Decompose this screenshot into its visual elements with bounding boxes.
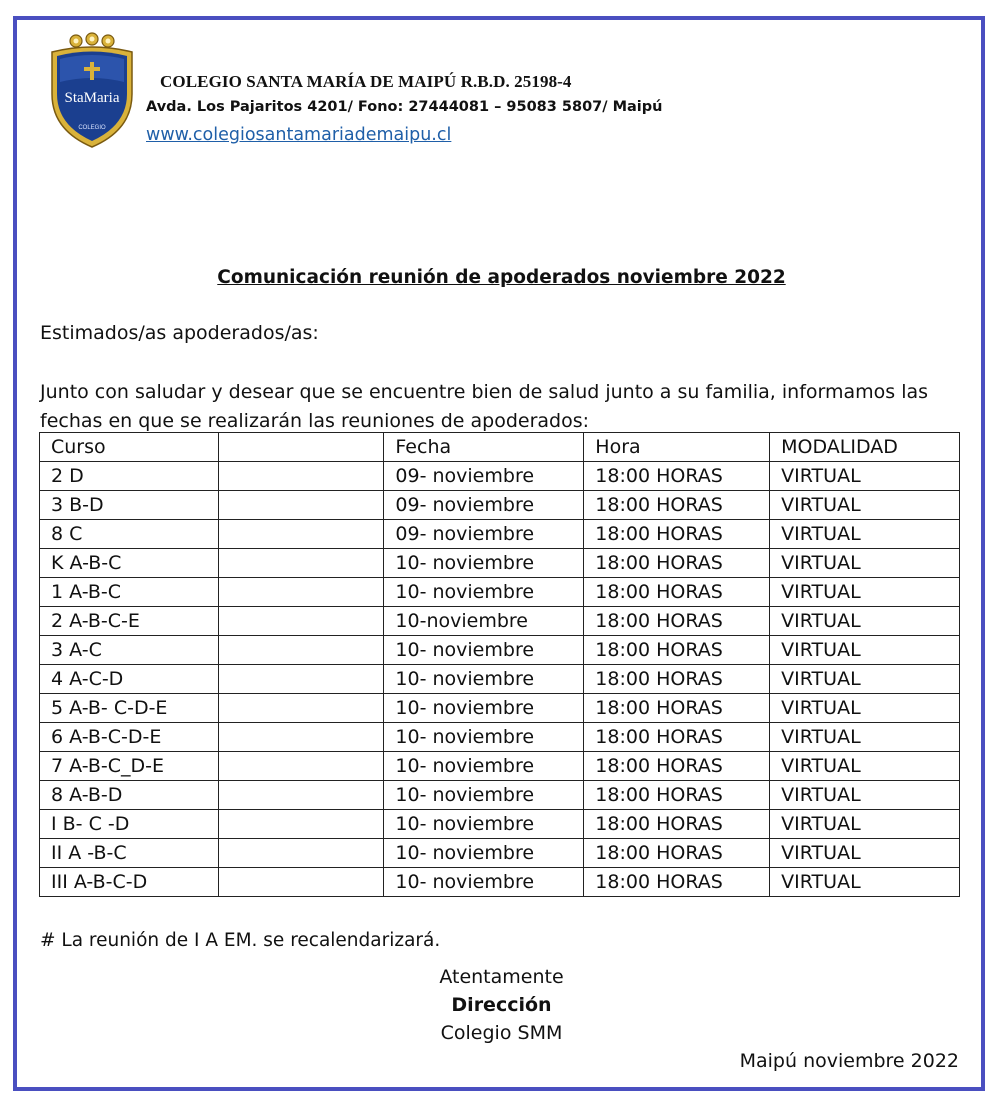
- modalidad-cell: VIRTUAL: [770, 839, 960, 868]
- table-row: [40, 752, 960, 781]
- rescheduling-note: # La reunión de I A EM. se recalendarizará.: [40, 930, 441, 951]
- table-row: [40, 462, 960, 491]
- blank-cell: [218, 694, 384, 723]
- modalidad-cell: VIRTUAL: [770, 462, 960, 491]
- modalidad-cell: VIRTUAL: [770, 491, 960, 520]
- blank-cell: [218, 520, 384, 549]
- fecha-cell: 10- noviembre: [384, 636, 584, 665]
- hora-cell: 18:00 HORAS: [584, 810, 770, 839]
- curso-cell: 6 A-B-C-D-E: [40, 723, 219, 752]
- curso-cell: III A-B-C-D: [40, 868, 219, 897]
- table-row: [40, 781, 960, 810]
- curso-cell: K A-B-C: [40, 549, 219, 578]
- fecha-cell: 09- noviembre: [384, 462, 584, 491]
- greeting: Estimados/as apoderados/as:: [40, 322, 319, 344]
- dateline: Maipú noviembre 2022: [739, 1050, 959, 1072]
- blank-cell: [218, 549, 384, 578]
- hora-cell: 18:00 HORAS: [584, 839, 770, 868]
- table-row: [40, 665, 960, 694]
- hora-cell: 18:00 HORAS: [584, 636, 770, 665]
- hora-cell: 18:00 HORAS: [584, 462, 770, 491]
- table-row: [40, 578, 960, 607]
- fecha-cell: 10- noviembre: [384, 665, 584, 694]
- curso-cell: 8 C: [40, 520, 219, 549]
- curso-cell: 1 A-B-C: [40, 578, 219, 607]
- blank-cell: [218, 723, 384, 752]
- intro-paragraph: Junto con saludar y desear que se encuentre bien de salud junto a su familia, informamos las fechas en que se realizarán las reuniones de apoderados:: [40, 381, 929, 432]
- curso-cell: 2 D: [40, 462, 219, 491]
- table-header-blank-cell: [218, 433, 384, 462]
- modalidad-cell: VIRTUAL: [770, 578, 960, 607]
- fecha-cell: 10-noviembre: [384, 607, 584, 636]
- curso-cell: 3 A-C: [40, 636, 219, 665]
- crest-subtext: COLEGIO: [78, 125, 106, 131]
- hora-cell: 18:00 HORAS: [584, 781, 770, 810]
- modalidad-cell: VIRTUAL: [770, 810, 960, 839]
- table-row: [40, 636, 960, 665]
- fecha-cell: 10- noviembre: [384, 694, 584, 723]
- modalidad-cell: VIRTUAL: [770, 723, 960, 752]
- curso-cell: 2 A-B-C-E: [40, 607, 219, 636]
- curso-cell: II A -B-C: [40, 839, 219, 868]
- table-row: [40, 549, 960, 578]
- fecha-cell: 10- noviembre: [384, 781, 584, 810]
- fecha-cell: 10- noviembre: [384, 839, 584, 868]
- fecha-cell: 10- noviembre: [384, 578, 584, 607]
- hora-cell: 18:00 HORAS: [584, 549, 770, 578]
- table-row: [40, 520, 960, 549]
- fecha-cell: 09- noviembre: [384, 520, 584, 549]
- curso-cell: 3 B-D: [40, 491, 219, 520]
- modalidad-cell: VIRTUAL: [770, 665, 960, 694]
- signature-school: Colegio SMM: [440, 1022, 563, 1044]
- blank-cell: [218, 636, 384, 665]
- fecha-cell: 10- noviembre: [384, 549, 584, 578]
- blank-cell: [218, 781, 384, 810]
- fecha-cell: 10- noviembre: [384, 723, 584, 752]
- hora-cell: 18:00 HORAS: [584, 665, 770, 694]
- curso-cell: 4 A-C-D: [40, 665, 219, 694]
- hora-cell: 18:00 HORAS: [584, 607, 770, 636]
- hora-cell: 18:00 HORAS: [584, 578, 770, 607]
- blank-cell: [218, 491, 384, 520]
- modalidad-cell: VIRTUAL: [770, 868, 960, 897]
- blank-cell: [218, 752, 384, 781]
- school-name: COLEGIO SANTA MARÍA DE MAIPÚ R.B.D. 25198-4: [160, 72, 572, 91]
- blank-cell: [218, 578, 384, 607]
- table-row: [40, 694, 960, 723]
- table-header-curso-cell: Curso: [40, 433, 219, 462]
- signature-closing: Atentamente: [439, 966, 564, 988]
- signature-office: Dirección: [451, 994, 552, 1016]
- table-row: [40, 868, 960, 897]
- table-row: [40, 839, 960, 868]
- hora-cell: 18:00 HORAS: [584, 752, 770, 781]
- modalidad-cell: VIRTUAL: [770, 520, 960, 549]
- table-row: [40, 491, 960, 520]
- meeting-schedule-table: [39, 432, 960, 897]
- fecha-cell: 10- noviembre: [384, 752, 584, 781]
- blank-cell: [218, 665, 384, 694]
- modalidad-cell: VIRTUAL: [770, 636, 960, 665]
- table-row: [40, 810, 960, 839]
- curso-cell: I B- C -D: [40, 810, 219, 839]
- curso-cell: 7 A-B-C_D-E: [40, 752, 219, 781]
- blank-cell: [218, 868, 384, 897]
- curso-cell: 8 A-B-D: [40, 781, 219, 810]
- crown-icon: [70, 33, 114, 47]
- fecha-cell: 09- noviembre: [384, 491, 584, 520]
- school-crest-logo: [46, 32, 138, 150]
- school-website-link[interactable]: www.colegiosantamariademaipu.cl: [146, 125, 452, 145]
- document-title: Comunicación reunión de apoderados noviembre 2022: [217, 267, 786, 288]
- modalidad-cell: VIRTUAL: [770, 694, 960, 723]
- fecha-cell: 10- noviembre: [384, 868, 584, 897]
- school-address: Avda. Los Pajaritos 4201/ Fono: 27444081 – 95083 5807/ Maipú: [146, 99, 663, 115]
- hora-cell: 18:00 HORAS: [584, 491, 770, 520]
- blank-cell: [218, 607, 384, 636]
- modalidad-cell: VIRTUAL: [770, 549, 960, 578]
- table-row: [40, 723, 960, 752]
- hora-cell: 18:00 HORAS: [584, 868, 770, 897]
- curso-cell: 5 A-B- C-D-E: [40, 694, 219, 723]
- fecha-cell: 10- noviembre: [384, 810, 584, 839]
- modalidad-cell: VIRTUAL: [770, 752, 960, 781]
- blank-cell: [218, 810, 384, 839]
- hora-cell: 18:00 HORAS: [584, 694, 770, 723]
- modalidad-cell: VIRTUAL: [770, 607, 960, 636]
- table-header-modalidad-cell: MODALIDAD: [770, 433, 960, 462]
- table-header-hora-cell: Hora: [584, 433, 770, 462]
- modalidad-cell: VIRTUAL: [770, 781, 960, 810]
- crest-text: StaMaria: [64, 90, 120, 106]
- table-row: [40, 607, 960, 636]
- table-header-fecha-cell: Fecha: [384, 433, 584, 462]
- blank-cell: [218, 462, 384, 491]
- hora-cell: 18:00 HORAS: [584, 723, 770, 752]
- hora-cell: 18:00 HORAS: [584, 520, 770, 549]
- table-header-row: [40, 433, 960, 462]
- blank-cell: [218, 839, 384, 868]
